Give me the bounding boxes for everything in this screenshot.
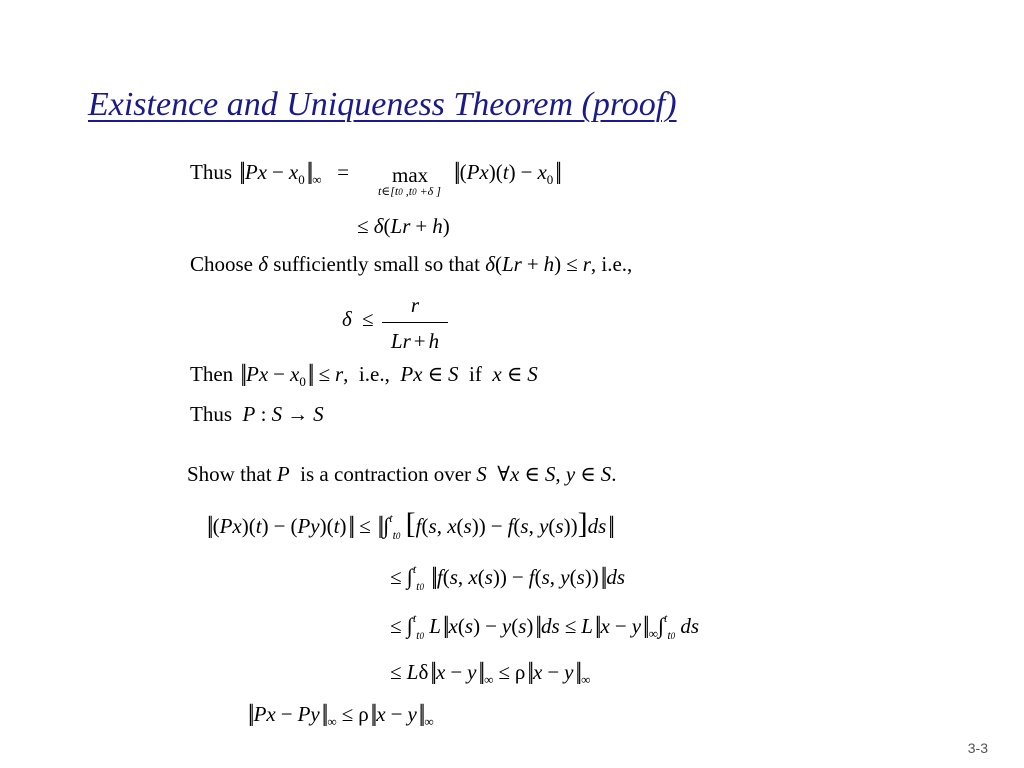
text-thus-2: Thus <box>190 402 232 426</box>
equation-delta-leq: δ ≤ <box>342 307 374 331</box>
text-if: if <box>469 362 482 386</box>
equation-contraction-result: ||Px − Py|| $_\infty$ ≤ ρ||x − y|| $_\infty$ <box>248 701 434 729</box>
equation-delta-bound: ≤ δ(Lr + h) <box>357 214 450 238</box>
equation-mapping: Thus P : S → S <box>190 402 324 426</box>
text-then: Then <box>190 362 234 386</box>
text-choose: Choose <box>190 252 253 276</box>
equation-then: Then $||Px - x_0|| \le r$, i.e., Px ∈ S if x ∈ S <box>190 361 538 389</box>
text-ie: i.e., <box>601 252 633 276</box>
equation-max-norm: $||(Px)(t) - x_0||$ <box>454 159 559 187</box>
text-ie-2: i.e., <box>358 362 390 386</box>
equation-thus-norm: Thus $||Px - x_0||$ $_\infty$ = <box>190 159 349 187</box>
equation-integral-norm: ≤ ∫$^t_{t0}$ ||f(s, x(s)) − f(s, y(s))||ds <box>390 562 626 593</box>
equation-lipschitz-bound: ≤ ∫$^t_{t0}$ L||x(s) − y(s)||ds ≤ L||x − y|| $_\infty$∫$^t_{t0}$ ds <box>390 611 700 642</box>
text-max: max <box>392 163 429 187</box>
fraction-r-over-lr-h: r Lr + h <box>382 293 448 354</box>
text-show-that: Show that <box>187 462 272 486</box>
equation-choose-delta: Choose δ sufficiently small so that δ(Lr + h) ≤ r, i.e., <box>190 252 633 276</box>
text-thus: Thus <box>190 160 232 184</box>
text-sufficiently: sufficiently small so that <box>273 252 480 276</box>
equation-integral-difference: ||(Px)(t) − (Py)(t)|| ≤ ||∫$^t_{t0}$ [f(s, x(s)) − f(s, y(s))]ds|| <box>207 507 612 542</box>
text-is-a-contraction: is a contraction over <box>300 462 472 486</box>
max-range: t∈[t0 ,t0 +δ ] <box>378 184 441 198</box>
equation-rho-bound: ≤ Lδ||x − y|| $_\infty$ ≤ ρ||x − y|| $_\infty$ <box>390 659 591 687</box>
page-number: 3-3 <box>967 740 988 756</box>
slide-title: Existence and Uniqueness Theorem (proof) <box>88 86 677 123</box>
equation-show-contraction: Show that P is a contraction over S ∀x ∈ S, y ∈ S. <box>187 462 617 486</box>
